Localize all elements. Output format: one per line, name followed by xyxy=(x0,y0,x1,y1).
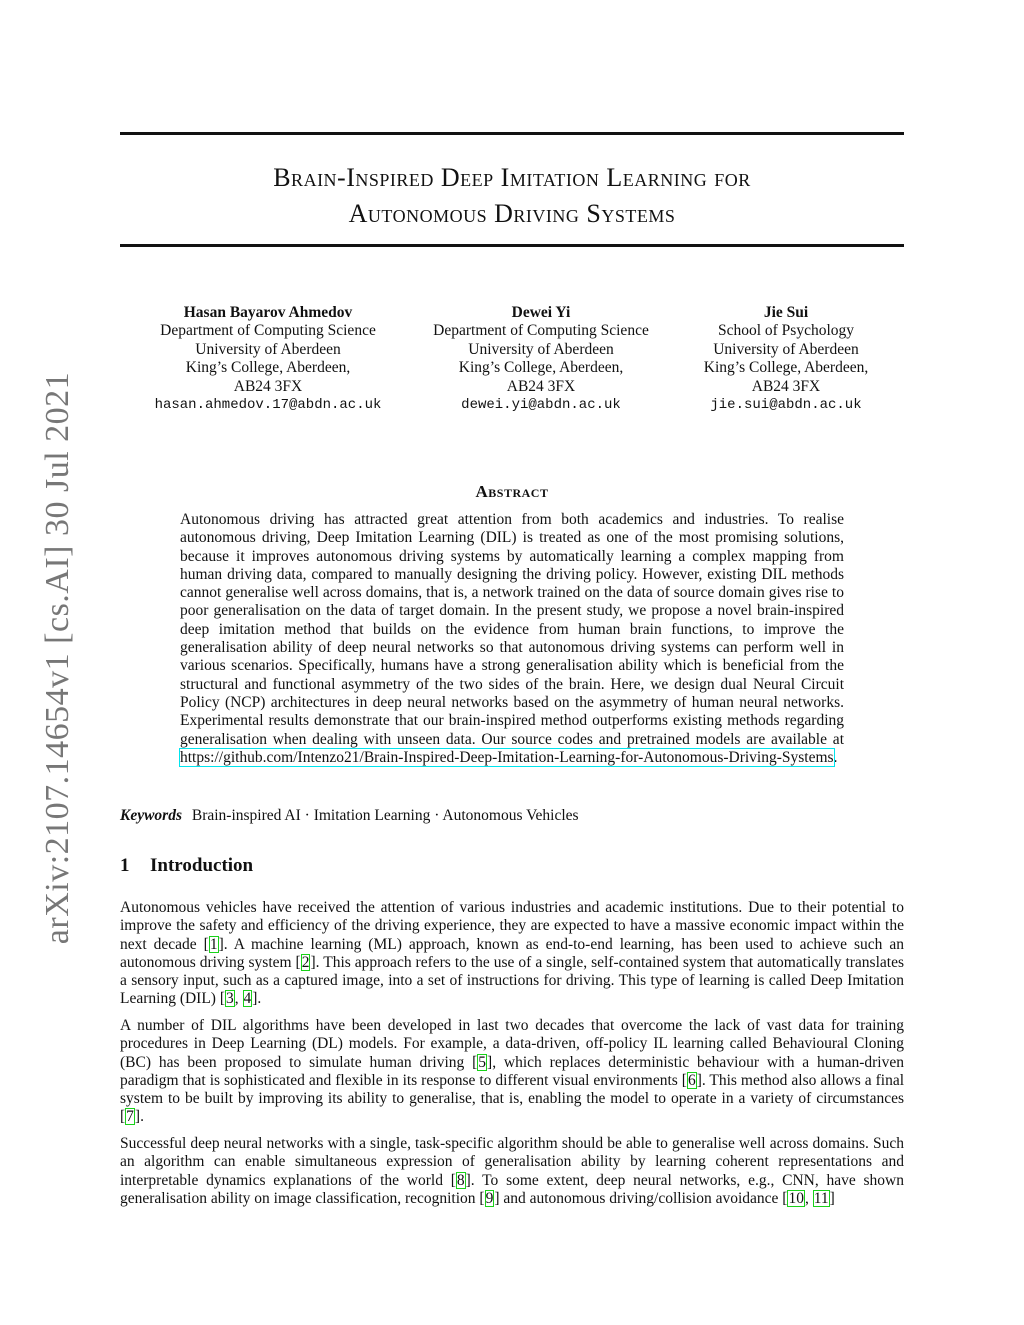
citation-link[interactable]: 3 xyxy=(226,990,234,1008)
author-college: King’s College, Aberdeen, xyxy=(185,359,351,377)
citation-link[interactable]: 11 xyxy=(813,1189,829,1207)
section-heading xyxy=(120,855,253,877)
paragraph-text: ]. xyxy=(134,1108,144,1126)
abstract-end: . xyxy=(833,748,838,766)
paragraph-1 xyxy=(120,899,904,1009)
author-email[interactable]: hasan.ahmedov.17@abdn.ac.uk xyxy=(154,397,382,414)
keywords xyxy=(120,807,904,825)
author-1 xyxy=(155,304,382,414)
author-univ: University of Aberdeen xyxy=(468,340,614,358)
citation-link[interactable]: 6 xyxy=(687,1071,696,1089)
author-dept: Department of Computing Science xyxy=(160,322,376,340)
paragraph-text: ]. To some extent, deep neural networks, e.g., CNN, have shown generalisation ability on image classification, recognition [ xyxy=(120,1171,904,1207)
citation-separator: , xyxy=(234,990,243,1008)
author-3 xyxy=(704,304,868,414)
paragraph-text: ]. This approach refers to the use of a single, self-contained system that automatically translates a sensory input, such as a captured image, into a set of instructions for driving. This type of learning is called Deep Imitation Learning (DIL) [ xyxy=(120,953,904,1008)
paragraph-text: Successful deep neural networks with a single, task-specific algorithm should be able to generalise well across domains. Such an algorithm can enable simultaneous expression of generalisation ability by learning coherent representations and interpretable dynamics explanations of the world [ xyxy=(120,1135,904,1189)
citation-link[interactable]: 5 xyxy=(478,1053,487,1071)
title-rule-top xyxy=(120,132,904,135)
author-name: Dewei Yi xyxy=(511,304,571,321)
section-title: Introduction xyxy=(150,855,254,876)
arxiv-stamp-text: arXiv:2107.14654v1 [cs.AI] 30 Jul 2021 xyxy=(39,371,76,945)
author-email[interactable]: jie.sui@abdn.ac.uk xyxy=(710,397,862,414)
citation-separator: , xyxy=(804,1189,813,1207)
paragraph-text: A number of DIL algorithms have been developed in last two decades that overcome the lack of vast data for training procedures in Deep Learning (DL) models. For example, a data-driven, off-policy IL learning called Behavioural Cloning (BC) has been proposed to simulate human driving [ xyxy=(120,1017,904,1071)
citation-link[interactable]: 4 xyxy=(243,990,252,1008)
author-postcode: AB24 3FX xyxy=(233,377,303,395)
citation-link[interactable]: 10 xyxy=(788,1189,804,1207)
abstract-text: Autonomous driving has attracted great attention from both academics and industries. To realise autonomous driving, Deep Imitation Learning (DIL) is treated as one of the most promising solutions, because it improves autonomous driving systems by automatically learning a complex mapping from human driving data, compared to manually designing the driving policy. However, existing DIL methods cannot generalise well across domains, that is, a network trained on the data of source domain gives rise to poor generalisation on the data of target domain. In the present study, we propose a novel brain-inspired deep imitation method that builds on the evidence from human brain functions, to improve the generalisation ability of deep neural networks so that autonomous driving systems can perform well in various scenarios. Specifically, humans have a strong generalisation ability which is beneficial from the structural and functional asymmetry of the two sides of the brain. Here, we design dual Neural Circuit Policy (NCP) architectures in deep neural networks based on the asymmetry of human neural networks. Experimental results demonstrate that our brain-inspired method outperforms existing methods regarding generalisation when dealing with unseen data. Our source codes and pretrained models are available at xyxy=(180,511,844,748)
paragraph-text: ]. xyxy=(252,990,262,1008)
title-line-2: Autonomous Driving Systems xyxy=(348,199,676,228)
paragraph-2 xyxy=(120,1017,904,1127)
author-dept: Department of Computing Science xyxy=(433,322,649,340)
abstract-heading: Abstract xyxy=(475,482,549,501)
author-postcode: AB24 3FX xyxy=(751,377,821,395)
github-link[interactable]: https://github.com/Intenzo21/Brain-Inspired-Deep-Imitation-Learning-for-Autonomous-Driving-Systems xyxy=(180,748,834,766)
paragraph-text: ], which replaces deterministic behaviour with a human-driven paradigm that is sophisticated and flexible in its response to different visual environments [ xyxy=(120,1053,904,1089)
citation-link[interactable]: 2 xyxy=(301,953,310,971)
citation-link[interactable]: 8 xyxy=(456,1171,465,1189)
paragraph-text: ] xyxy=(829,1189,835,1207)
author-univ: University of Aberdeen xyxy=(713,340,859,358)
author-email[interactable]: dewei.yi@abdn.ac.uk xyxy=(461,397,621,414)
keywords-label: Keywords xyxy=(120,807,182,824)
author-2 xyxy=(433,304,649,414)
author-univ: University of Aberdeen xyxy=(195,340,341,358)
citation-link[interactable]: 9 xyxy=(485,1189,494,1207)
section-number: 1 xyxy=(120,855,130,876)
author-college: King’s College, Aberdeen, xyxy=(458,359,624,377)
citation-link[interactable]: 7 xyxy=(126,1108,134,1126)
author-postcode: AB24 3FX xyxy=(506,377,576,395)
author-dept: School of Psychology xyxy=(717,322,855,340)
citation-link[interactable]: 1 xyxy=(209,935,218,953)
title-line-1: Brain-Inspired Deep Imitation Learning for xyxy=(273,163,751,192)
author-name: Jie Sui xyxy=(763,304,809,321)
paragraph-text: ]. A machine learning (ML) approach, known as end-to-end learning, has been used to achieve such an autonomous driving system [ xyxy=(120,935,904,971)
paper-title xyxy=(120,160,904,232)
paragraph-text: Autonomous vehicles have received the attention of various industries and academic institutions. Due to their potential to improve the safety and efficiency of the driving experience, they are expected to have a massive economic impact within the next decade [ xyxy=(120,899,904,953)
author-name: Hasan Bayarov Ahmedov xyxy=(183,304,353,321)
paragraph-text: ] and autonomous driving/collision avoidance [ xyxy=(494,1189,788,1207)
paragraph-3 xyxy=(120,1135,904,1208)
author-college: King’s College, Aberdeen, xyxy=(703,359,869,377)
keywords-text: Brain-inspired AI · Imitation Learning · Autonomous Vehicles xyxy=(191,807,579,824)
abstract-body xyxy=(180,511,844,767)
title-rule-bottom xyxy=(120,244,904,247)
paragraph-text: ]. This method also allows a final system to be built by improving its ability to generalise, that is, enabling the model to operate in a variety of circumstances [ xyxy=(120,1071,905,1126)
